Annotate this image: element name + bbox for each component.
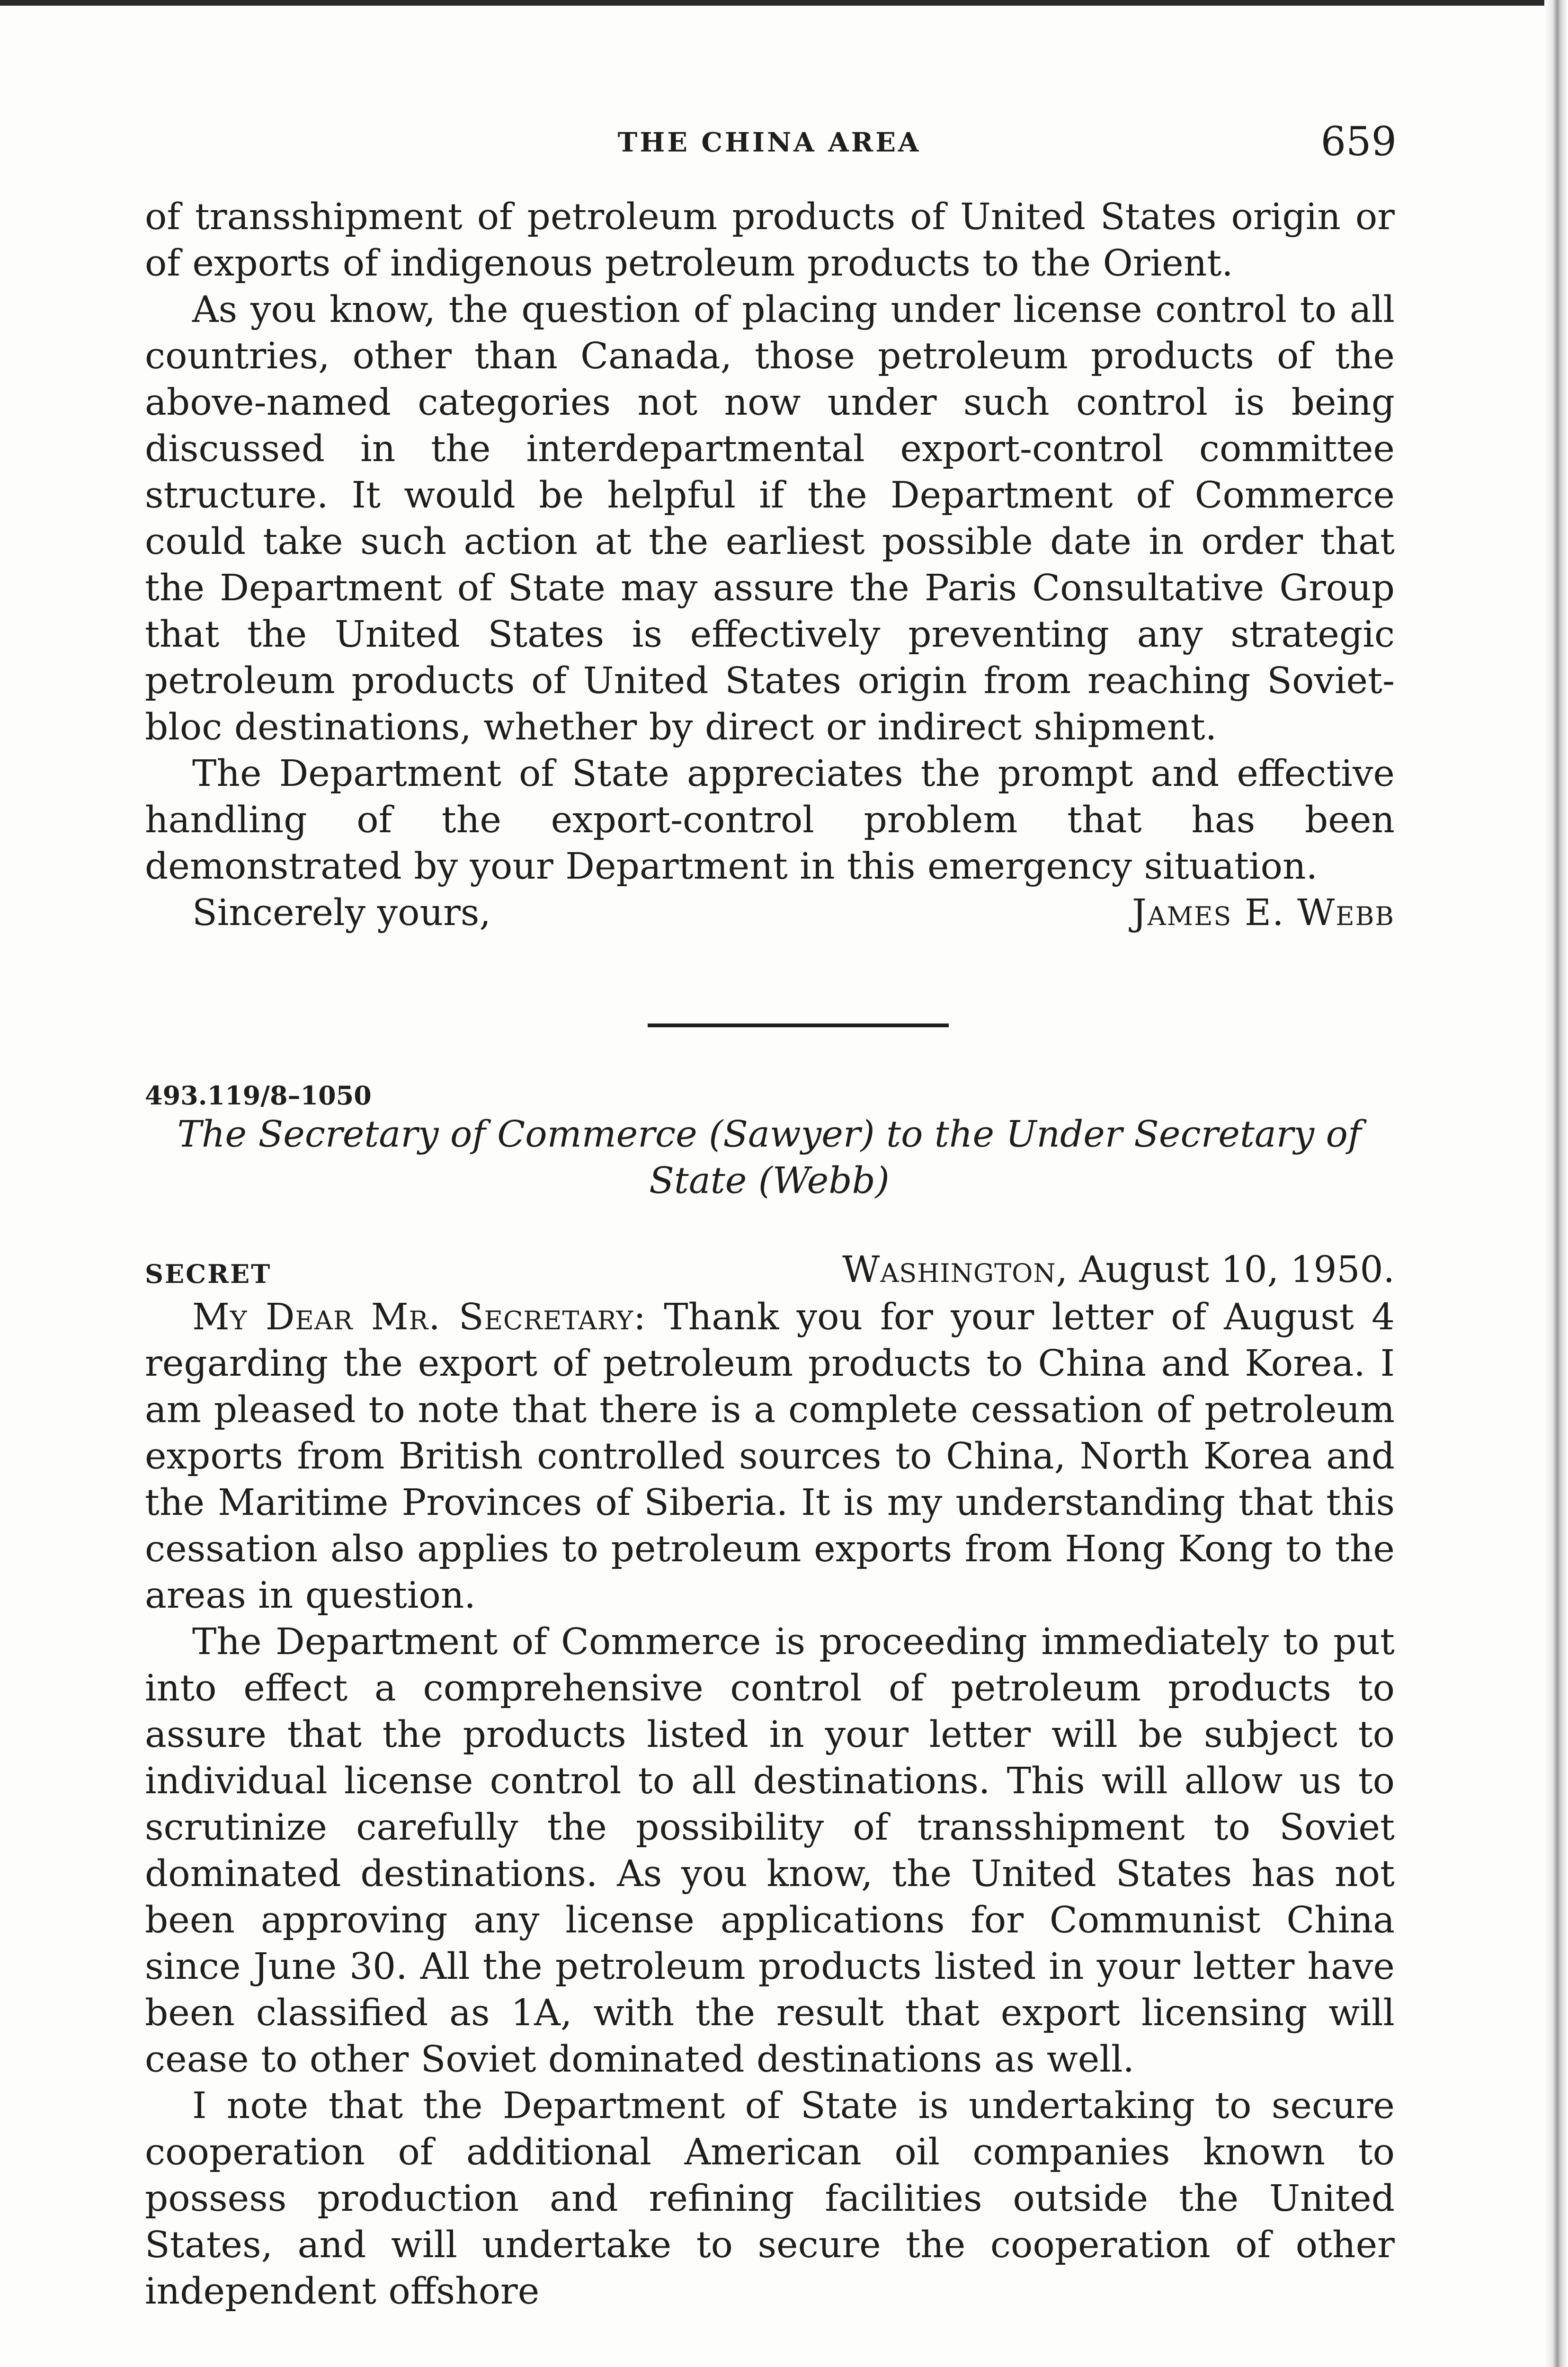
letter1-signature-line (145, 890, 1395, 936)
date: , August 10, 1950. (1056, 1249, 1395, 1291)
letter1-body (145, 194, 1395, 936)
letter2-paragraph-1 (145, 1294, 1395, 1619)
document-title-line-1: The Secretary of Commerce (Sawyer) to the Under Secretary of (177, 1113, 1362, 1156)
letter1-paragraph-3: The Department of State appreciates the prompt and effective handling of the export-control problem that has been demonstrated by your Department in this emergency situation. (145, 753, 1395, 888)
letter1-signer: James E. Webb (1131, 892, 1395, 934)
section-divider (648, 1023, 949, 1027)
page-header (142, 118, 1397, 170)
classification-marking: SECRET (145, 1259, 272, 1289)
letter1-closing: Sincerely yours, (192, 892, 491, 934)
place-and-date (842, 1247, 1395, 1293)
letter2-paragraph-1-text: Thank you for your letter of August 4 regarding the export of petroleum products to China and Korea. I am pleased to note that there is a complete cessation of petroleum exports from British controlled sources to China, North Korea and the Maritime Provinces of Siberia. It is my understanding that this cessation also applies to petroleum exports from Hong Kong to the areas in question. (145, 1296, 1395, 1617)
book-spine-shadow (1544, 0, 1568, 2367)
document-title (142, 1112, 1397, 1204)
page-number: 659 (1320, 118, 1397, 165)
document-title-line-2: State (Webb) (649, 1160, 890, 1202)
letter2-paragraph-3: I note that the Department of State is undertaking to secure cooperation of additional American oil companies known to possess production and refining facilities outside the United States, and will undertake to secure the cooperation of other independent offshore (145, 2085, 1395, 2313)
letter1-paragraph-1: of transshipment of petroleum products of United States origin or of exports of indigenous petroleum products to the Orient. (145, 196, 1395, 285)
letter2-body (145, 1294, 1395, 2315)
file-number: 493.119/8–1050 (145, 1080, 372, 1111)
dateline (145, 1247, 1395, 1293)
letter1-paragraph-2: As you know, the question of placing under license control to all countries, other than Canada, those petroleum products of the above-named categories not now under such control is being discussed in the interdepartmental export-control committee structure. It would be helpful if the Department of Commerce could take such action at the earliest possible date in order that the Department of State may assure the Paris Consultative Group that the United States is effectively preventing any strategic petroleum products of United States origin from reaching Soviet-bloc destinations, whether by direct or indirect shipment. (145, 289, 1395, 748)
salutation: My Dear Mr. Secretary: (192, 1296, 647, 1338)
top-scan-edge (0, 0, 1568, 6)
letter2-paragraph-2: The Department of Commerce is proceeding immediately to put into effect a comprehensive control of petroleum products to assure that the products listed in your letter will be subject to individual license control to all destinations. This will allow us to scrutinize carefully the possibility of transshipment to Soviet dominated destinations. As you know, the United States has not been approving any license applications for Communist China since June 30. All the petroleum products listed in your letter have been classified as 1A, with the result that export licensing will cease to other Soviet dominated destinations as well. (145, 1621, 1395, 2081)
running-head: THE CHINA AREA (617, 127, 921, 158)
place: Washington (842, 1249, 1056, 1291)
